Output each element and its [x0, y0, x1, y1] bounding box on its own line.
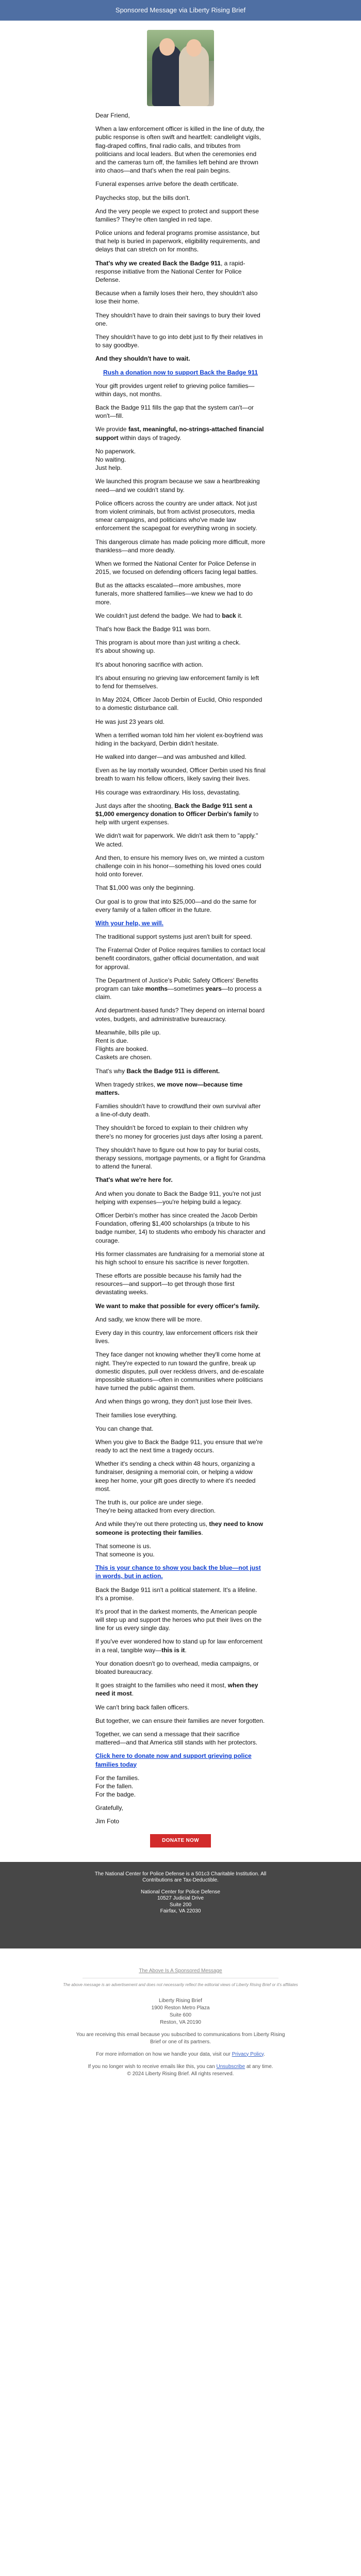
privacy-policy-link[interactable]: Privacy Policy — [232, 2051, 264, 2057]
paragraph: Our goal is to grow that into $25,000—and do the same for every family of a fallen officer in the future. — [95, 897, 257, 913]
cta-link-3-wrap — [95, 1752, 266, 1768]
paragraph: When a law enforcement officer is killed in the line of duty, the public response is often swift and heartfelt: candlelight vigils, flag-draped coffins, final radio calls, and tributes from politicians and local leaders. But when the ceremonies end and the cameras turn off, the families left behind are thrown into chaos—and that's when the real pain begins. — [95, 125, 265, 175]
paragraph: Officer Derbin's mother has since created the Jacob Derbin Foundation, offering $1,400 scholarships (a tribute to his badge number, 14) to students who embody his character and courage. — [95, 1211, 266, 1244]
paragraph: That someone is us. That someone is you. — [95, 1542, 155, 1558]
paragraph: When you give to Back the Badge 911, you ensure that we're ready to act the next time a tragedy occurs. — [95, 1438, 263, 1454]
paragraph: In May 2024, Officer Jacob Derbin of Euclid, Ohio responded to a domestic disturbance call. — [95, 696, 262, 712]
paragraph-badge911: That's why we created Back the Badge 911, a rapid-response initiative from the National Center for Police Defense. — [95, 259, 245, 283]
paragraph: Paychecks stop, but the bills don't. — [95, 194, 190, 201]
paragraph: These efforts are possible because his family had the resources—and support—to get through those first devastating weeks. — [95, 1272, 242, 1296]
paragraph: The truth is, our police are under siege. They're being attacked from every direction. — [95, 1499, 216, 1515]
paragraph: They shouldn't be forced to explain to their children why there's no money for groceries just days after losing a parent. — [95, 1124, 264, 1140]
paragraph: Police officers across the country are under attack. Not just from violent criminals, but from activist prosecutors, media smear campaigns, and politicians who've made law enforcement the scapegoat for everything wrong in society. — [95, 499, 257, 532]
paragraph: Your donation doesn't go to overhead, media campaigns, or bloated bureaucracy. — [95, 1659, 259, 1675]
email-body — [95, 30, 266, 1848]
signature: Jim Foto — [95, 1818, 120, 1825]
paragraph: We launched this program because we saw a heartbreaking need—and we couldn't stand by. — [95, 478, 260, 494]
paragraph: This program is about more than just writing a check. It's about showing up. — [95, 639, 241, 655]
paragraph: And the very people we expect to protect and support these families? They're often tangled in red tape. — [95, 207, 259, 223]
paragraph: That's how Back the Badge 911 was born. — [95, 625, 211, 633]
paragraph: It's proof that in the darkest moments, the American people will step up and support the heroes who put their lives on the line for us every single day. — [95, 1607, 262, 1632]
paragraph: That's why Back the Badge 911 is different. — [95, 1067, 220, 1075]
paragraph: They shouldn't have to drain their savings to bury their loved one. — [95, 311, 260, 327]
donate-button-wrap — [95, 1834, 266, 1848]
paragraph: He walked into danger—and was ambushed and killed. — [95, 753, 247, 761]
cta-link-1-wrap — [95, 368, 266, 377]
paragraph: The Fraternal Order of Police requires families to contact local benefit coordinators, gather official documentation, and wait for approval. — [95, 946, 266, 971]
paragraph: But together, we can ensure their families are never forgotten. — [95, 1717, 265, 1724]
sponsored-banner-text: Sponsored Message via Liberty Rising Brief — [115, 6, 246, 14]
donate-now-button[interactable]: DONATE NOW — [150, 1834, 211, 1848]
cta-link-2-wrap — [95, 1564, 266, 1580]
paragraph: We can't bring back fallen officers. — [95, 1703, 189, 1711]
paragraph: Every day in this country, law enforcement officers risk their lives. — [95, 1329, 258, 1345]
paragraph: Whether it's sending a check within 48 hours, organizing a fundraiser, designing a memorial coin, or helping a widow keep her home, your gift goes directly to where it's needed most. — [95, 1460, 256, 1493]
salutation: Dear Friend, — [95, 112, 130, 119]
paragraph: It goes straight to the families who need it most, when they need it most. — [95, 1682, 258, 1698]
donate-link-2[interactable]: This is your chance to show you back the blue—not just in words, but in action. — [95, 1564, 261, 1580]
paragraph: His courage was extraordinary. His loss, devastating. — [95, 788, 241, 796]
paragraph: Just days after the shooting, Back the Badge 911 sent a $1,000 emergency donation to Officer Derbin's family to help with urgent expenses. — [95, 802, 259, 826]
paragraph: It's about honoring sacrifice with action. — [95, 660, 204, 668]
meanwhile-list: Meanwhile, bills pile up. Rent is due. Flights are booked. Caskets are chosen. — [95, 1028, 161, 1061]
disclaimer: The above message is an advertisement and does not necessarily reflect the editorial views of Liberty Rising Brief or it's affiliates — [63, 1982, 298, 1987]
paragraph: Your gift provides urgent relief to grieving police families—within days, not months. — [95, 382, 255, 398]
with-your-help-link[interactable]: With your help, we will. — [95, 919, 163, 927]
paragraph: We provide fast, meaningful, no-strings-attached financial support within days of tragedy. — [95, 426, 264, 442]
paragraph: And they shouldn't have to wait. — [95, 355, 190, 363]
donate-link-3[interactable]: Click here to donate now and support grieving police families today — [95, 1752, 252, 1768]
paragraph: We want to make that possible for every officer's family. — [95, 1302, 260, 1310]
with-your-help-wrap — [95, 919, 266, 927]
paragraph: The Department of Justice's Public Safety Officers' Benefits program can take months—sometimes years—to process a claim. — [95, 976, 262, 1001]
paragraph: He was just 23 years old. — [95, 718, 165, 725]
donate-link-1[interactable]: Rush a donation now to support Back the Badge 911 — [103, 368, 258, 376]
paragraph: When we formed the National Center for Police Defense in 2015, we focused on defending officers facing legal battles. — [95, 560, 258, 576]
gratefully: Gratefully, — [95, 1804, 123, 1812]
paragraph: This dangerous climate has made policing more difficult, more thankless—and more deadly. — [95, 538, 266, 554]
paragraph: Police unions and federal programs promise assistance, but that help is buried in paperwork, eligibility requirements, and delays that can stretch on for months. — [95, 229, 260, 253]
paragraph: Back the Badge 911 isn't a political statement. It's a lifeline. It's a promise. — [95, 1586, 257, 1602]
paragraph: They shouldn't have to figure out how to pay for burial costs, therapy sessions, mortgage payments, or a flight for Grandma to attend the funeral. — [95, 1146, 266, 1171]
paragraph: We didn't wait for paperwork. We didn't ask them to "apply." We acted. — [95, 832, 258, 848]
paragraph: It's about ensuring no grieving law enforcement family is left to fend for themselves. — [95, 674, 259, 690]
paragraph: Back the Badge 911 fills the gap that the system can't—or won't—fill. — [95, 404, 254, 420]
paragraph: But as the attacks escalated—more ambushes, more funerals, more shattered families—we knew we had to do more. — [95, 582, 253, 606]
paragraph: Families shouldn't have to crowdfund their own survival after a line-of-duty death. — [95, 1103, 261, 1118]
no-list: No paperwork. No waiting. Just help. — [95, 447, 136, 472]
paragraph: That $1,000 was only the beginning. — [95, 884, 195, 892]
paragraph: They face danger not knowing whether they'll come home at night. They're expected to run toward the gunfire, break up domestic disputes, pull over reckless drivers, and de-escalate impossible situations—often in communities where politicians have turned the public against them. — [95, 1351, 264, 1392]
paragraph: And department-based funds? They depend on internal board votes, budgets, and administrative bureaucracy. — [95, 1007, 265, 1023]
paragraph: And sadly, we know there will be more. — [95, 1315, 202, 1323]
footer-address: National Center for Police Defense 10527 Judicial Drive Suite 200 Fairfax, VA 22030 — [141, 1889, 220, 1914]
unsubscribe-link[interactable]: Unsubscribe — [216, 2063, 245, 2070]
paragraph: Because when a family loses their hero, they shouldn't also lose their home. — [95, 290, 258, 306]
paragraph: And when you donate to Back the Badge 911, you're not just helping with expenses—you're helping build a legacy. — [95, 1190, 261, 1206]
hero-image — [147, 30, 214, 106]
paragraph: If you've ever wondered how to stand up for law enforcement in a real, tangible way—this is it. — [95, 1638, 262, 1654]
paragraph: They shouldn't have to go into debt just to fly their relatives in to say goodbye. — [95, 333, 263, 349]
paragraph: And then, to ensure his memory lives on, we minted a custom challenge coin in his honor—something his loved ones could hold onto forever. — [95, 854, 265, 878]
sponsored-notice-link[interactable]: The Above Is A Sponsored Message — [139, 1968, 222, 1974]
paragraph: When tragedy strikes, we move now—because time matters. — [95, 1080, 243, 1096]
sponsored-banner — [0, 0, 361, 21]
paragraph: We couldn't just defend the badge. We had to back it. — [95, 612, 243, 619]
paragraph: The traditional support systems just aren't built for speed. — [95, 933, 252, 941]
paragraph: And when things go wrong, they don't just lose their lives. — [95, 1398, 253, 1405]
paragraph: Funeral expenses arrive before the death certificate. — [95, 180, 239, 188]
paragraph: That's what we're here for. — [95, 1176, 173, 1184]
footer-info: Liberty Rising Brief 1900 Reston Metro Plaza Suite 600 Reston, VA 20190 You are receiving this email because you subscribed to communications from Liberty Rising Brief or one of its partners. For more information on how we handle your data, visit our Privacy Policy. If you no longer wish to receive emails like this, you can Unsubscribe at any time. © 2024 Liberty Rising Brief. All rights reserved. — [76, 1997, 285, 2077]
paragraph: Even as he lay mortally wounded, Officer Derbin used his final breath to warn his fellow officers, likely saving their lives. — [95, 767, 266, 783]
closing-list: For the families. For the fallen. For the badge. — [95, 1774, 140, 1799]
footer-dark: The National Center for Police Defense is a 501c3 Charitable Institution. All Contributions are Tax-Deductible. National Center for Police Defense 10527 Judicial Drive Suite 200 Fairfax, VA 22030 — [0, 1862, 361, 1948]
paragraph: When a terrified woman told him her violent ex-boyfriend was hiding in the backyard, Derbin didn't hesitate. — [95, 731, 263, 747]
paragraph: And while they're out there protecting us, they need to know someone is protecting their families. — [95, 1520, 264, 1536]
paragraph: You can change that. — [95, 1425, 154, 1432]
paragraph: Their families lose everything. — [95, 1411, 177, 1419]
paragraph: Together, we can send a message that their sacrifice mattered—and that America still stands with her protectors. — [95, 1730, 258, 1747]
paragraph: His former classmates are fundraising for a memorial stone at his high school to ensure his sacrifice is never forgotten. — [95, 1250, 265, 1266]
